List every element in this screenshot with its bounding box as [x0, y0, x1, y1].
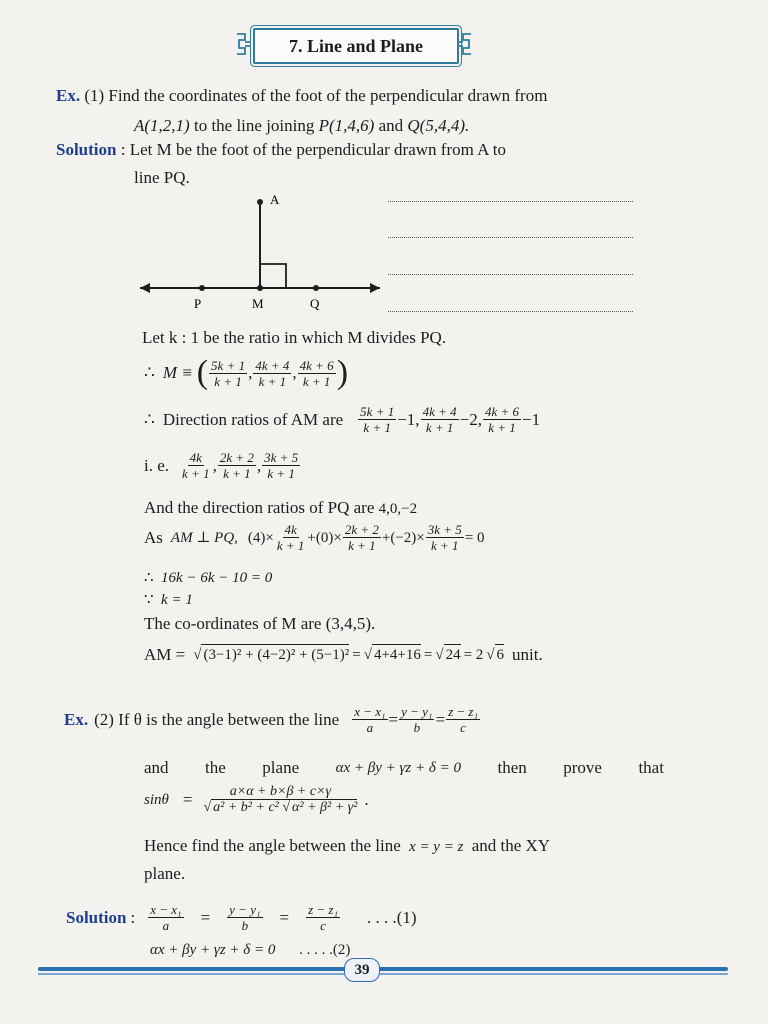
arrow-right-icon: [370, 283, 380, 293]
label-p: P: [194, 296, 202, 311]
right-angle-mark: [260, 264, 286, 288]
page-number: 39: [344, 958, 380, 982]
example-label: Ex.: [56, 86, 81, 105]
arrow-left-icon: [140, 283, 150, 293]
answer-line: [388, 236, 633, 238]
example-1-question: [56, 86, 547, 106]
hence-statement-line2: plane.: [144, 864, 186, 883]
footer-rule-thin: [38, 973, 728, 975]
perpendicular-figure: [136, 188, 386, 316]
m-coordinate-result: The co-ordinates of M are (3,4,5).: [144, 614, 376, 633]
answer-line: [388, 200, 633, 202]
answer-line: [388, 310, 633, 312]
pq-direction-ratios: And the direction ratios of PQ are 4,0,−2: [144, 498, 418, 517]
point-q: [313, 285, 319, 291]
hence-statement: Hence find the angle between the line x = y = z and the XY: [144, 836, 551, 855]
solution-2-line-equation: Solution : $\frac{\text{x − x₁}}{a}$ = $\frac{\text{y − y₁}}{b}$ = $\frac{\text{z − z₁}}{c}$ . . . .(1): [66, 902, 417, 933]
chapter-title: 7. Line and Plane: [253, 28, 459, 64]
plane-statement: and the plane αx + βy + γz + δ = 0 then prove that: [144, 758, 664, 777]
simplified-direction-ratios: i. e. $\frac{4k}{k + 1}$ , $\frac{2k + 2}{k + 1}$ , $\frac{3k + 5}{k + 1}$: [144, 450, 299, 481]
step-equation-2: ∵ k = 1: [144, 592, 193, 608]
footer-rule: [38, 967, 728, 971]
label-q: Q: [310, 296, 320, 311]
ratio-statement: Let k : 1 be the ratio in which M divides PQ.: [142, 328, 447, 347]
solution-label: Solution: [56, 140, 117, 159]
question-line: (1) Find the coordinates of the foot of the perpendicular drawn from: [84, 86, 548, 105]
step-equation-1: ∴ 16k − 6k − 10 = 0: [144, 570, 273, 586]
point-p: [199, 285, 205, 291]
point-a: [257, 199, 263, 205]
label-m: M: [252, 296, 264, 311]
title-ornament-right-icon: [457, 30, 473, 58]
m-coordinates: ∴ M ≡ ( $\frac{5k + 1}{k + 1}$ , $\frac{4k + 4}{k + 1}$ , $\frac{4k + 6}{k + 1}$ ): [144, 354, 349, 391]
answer-line: [388, 273, 633, 275]
example-1-question-line2: A(1,2,1) to the line joining P(1,4,6) and Q(5,4,4).: [134, 116, 470, 135]
sin-theta-formula: sinθ = $\frac{a\times\alpha + b\times\beta + c\times\gamma}{\text{√ a² + b² + c² √ α² + β² + γ²}}$ .: [144, 784, 369, 815]
am-direction-ratios: ∴ Direction ratios of AM are $\frac{5k + 1}{k + 1}$ −1, $\frac{4k + 4}{k + 1}$ −2, $\frac{4k + 6}{k + 1}$ −1: [144, 404, 541, 435]
perpendicular-condition: As AM ⊥ PQ, (4)× $\frac{4k}{k + 1}$ +(0)× $\frac{2k + 2}{k + 1}$ +(−2)× $\frac{3k + 5}{k + 1}$ = 0: [144, 522, 485, 553]
solution-1-line2: line PQ.: [134, 168, 190, 187]
title-ornament-left-icon: [235, 30, 251, 58]
example-2-question: Ex. (2) If θ is the angle between the line $\frac{\text{x − x₁}}{a}$ = $\frac{\text{y − y₁}}{b}$ = $\frac{\text{z − z₁}}{c}$: [64, 704, 478, 735]
point-m: [257, 285, 263, 291]
label-a: A: [270, 192, 280, 207]
am-length: AM = √ (3−1)² + (4−2)² + (5−1)² = √ 4+4+16 = √ 24 = 2 √ 6 unit.: [144, 644, 543, 664]
solution-2-plane-equation: αx + βy + γz + δ = 0 . . . . .(2): [150, 942, 351, 958]
solution-1-intro: Solution : Let M be the foot of the perpendicular drawn from A to: [56, 140, 506, 159]
